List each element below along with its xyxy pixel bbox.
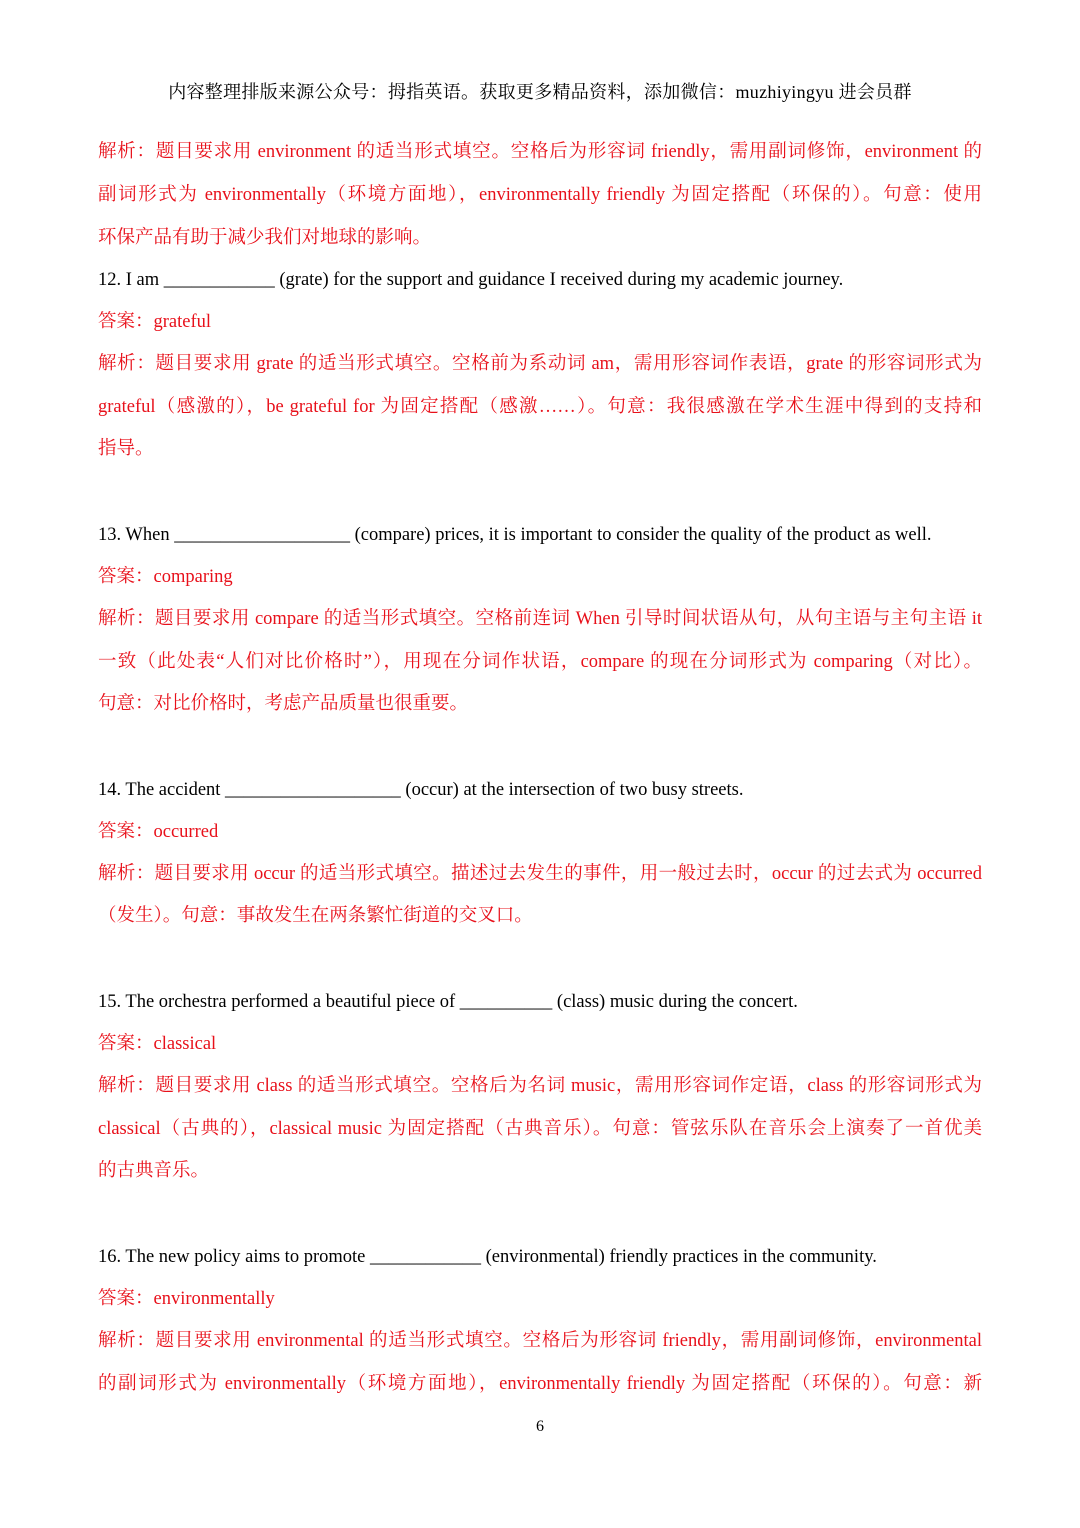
answer-13: 答案：comparing xyxy=(98,567,233,587)
analysis-line: 解析：题目要求用 compare 的适当形式填空。空格前连词 When 引导时间状语从句，从句主语与主句主语 it xyxy=(98,609,982,629)
question-13: 13. When ___________________ (compare) prices, it is important to consider the quality of the product as well. xyxy=(98,525,932,545)
question-15: 15. The orchestra performed a beautiful piece of __________ (class) music during the concert. xyxy=(98,992,798,1012)
analysis-line: 解析：题目要求用 class 的适当形式填空。空格后为名词 music，需用形容词作定语，class 的形容词形式为 xyxy=(98,1076,982,1096)
analysis-line: 解析：题目要求用 environmental 的适当形式填空。空格后为形容词 friendly，需用副词修饰，environmental xyxy=(98,1331,982,1351)
answer-15: 答案：classical xyxy=(98,1034,217,1054)
analysis-line: 环保产品有助于减少我们对地球的影响。 xyxy=(98,228,432,248)
question-16: 16. The new policy aims to promote ____________ (environmental) friendly practices in the community. xyxy=(98,1247,877,1267)
analysis-line: 副词形式为 environmentally（环境方面地），environmentally friendly 为固定搭配（环保的）。句意：使用 xyxy=(98,185,982,205)
question-12: 12. I am ____________ (grate) for the support and guidance I received during my academic journey. xyxy=(98,270,844,290)
question-14: 14. The accident ___________________ (occur) at the intersection of two busy streets. xyxy=(98,780,744,800)
analysis-line: （发生）。句意：事故发生在两条繁忙街道的交叉口。 xyxy=(98,906,533,926)
analysis-line: classical（古典的），classical music 为固定搭配（古典音乐）。句意：管弦乐队在音乐会上演奏了一首优美 xyxy=(98,1119,982,1139)
analysis-line: grateful（感激的），be grateful for 为固定搭配（感激……）。句意：我很感激在学术生涯中得到的支持和 xyxy=(98,397,982,417)
analysis-line: 的副词形式为 environmentally（环境方面地），environmentally friendly 为固定搭配（环保的）。句意：新 xyxy=(98,1374,982,1394)
analysis-line: 解析：题目要求用 grate 的适当形式填空。空格前为系动词 am，需用形容词作表语，grate 的形容词形式为 xyxy=(98,354,982,374)
analysis-line: 解析：题目要求用 environment 的适当形式填空。空格后为形容词 friendly，需用副词修饰，environment 的 xyxy=(98,142,982,162)
answer-12: 答案：grateful xyxy=(98,312,212,332)
analysis-line: 的古典音乐。 xyxy=(98,1161,210,1181)
answer-14: 答案：occurred xyxy=(98,822,219,842)
analysis-line: 句意：对比价格时，考虑产品质量也很重要。 xyxy=(98,694,469,714)
answer-16: 答案：environmentally xyxy=(98,1289,275,1309)
analysis-line: 解析：题目要求用 occur 的适当形式填空。描述过去发生的事件，用一般过去时，occur 的过去式为 occurred xyxy=(98,864,982,884)
analysis-line: 指导。 xyxy=(98,439,154,459)
page-header: 内容整理排版来源公众号：拇指英语。获取更多精品资料，添加微信：muzhiyingyu 进会员群 xyxy=(168,82,912,102)
page-number: 6 xyxy=(536,1418,544,1435)
analysis-line: 一致（此处表“人们对比价格时”），用现在分词作状语，compare 的现在分词形式为 comparing（对比）。 xyxy=(98,652,982,672)
